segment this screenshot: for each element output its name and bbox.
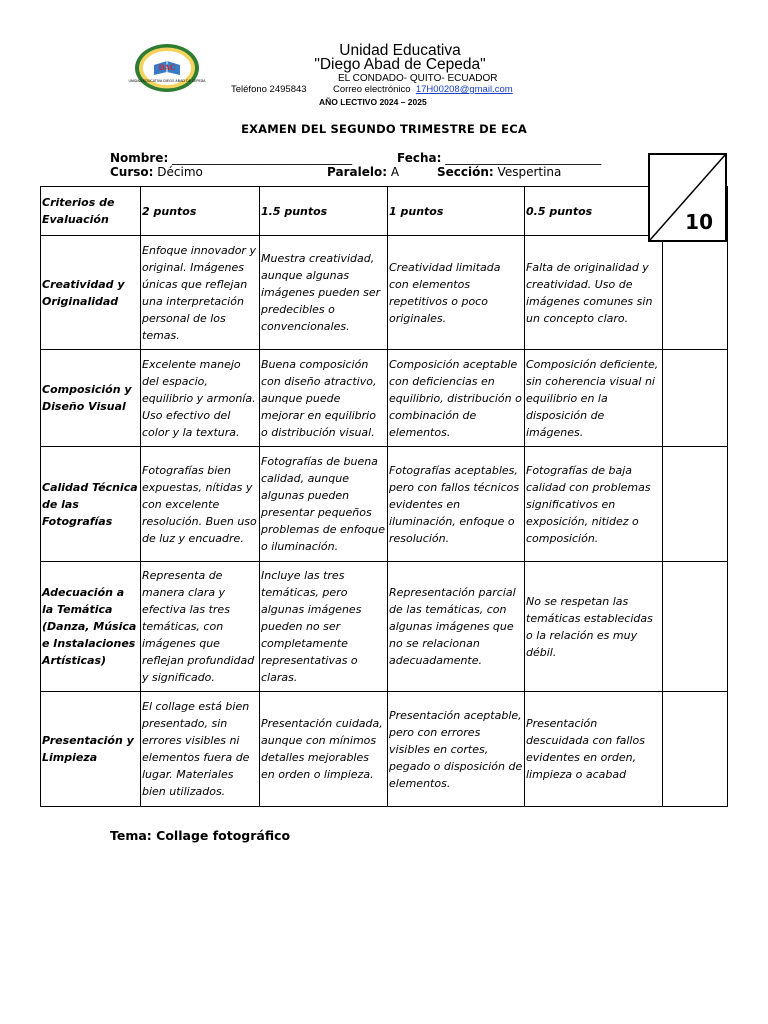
level-cell: Fotografías bien expuestas, nítidas y con excelente resolución. Buen uso de luz y encuadre. [141,447,260,562]
date-label: Fecha: [397,151,442,165]
criterion-cell: Calidad Técnica de las Fotografías [41,447,141,562]
name-label: Nombre: [110,151,169,165]
criterion-cell: Presentación y Limpieza [41,692,141,807]
level-cell: El collage está bien presentado, sin errores visibles ni elementos fuera de lugar. Materiales bien utilizados. [141,692,260,807]
svg-text:UNIDAD EDUCATIVA DIEGO ABAD DE: UNIDAD EDUCATIVA DIEGO ABAD DE CEPEDA [128,79,206,83]
course-value: Décimo [157,165,203,179]
topic-line [110,828,290,843]
table-header-row [41,187,728,236]
topic-label: Tema: [110,828,152,843]
score-cell[interactable] [663,692,728,807]
section-label: Sección: [437,165,494,179]
course-field [110,165,203,179]
email-link[interactable]: 17H00208@gmail.com [415,84,513,95]
total-score-box [648,153,727,242]
level-cell: Presentación cuidada, aunque con mínimos detalles mejorables en orden o limpieza. [260,692,388,807]
school-address: EL CONDADO- QUITO- ECUADOR [338,73,498,84]
table-row [41,350,728,447]
criterion-cell: Adecuación a la Temática (Danza, Música e Instalaciones Artísticas) [41,562,141,692]
table-row [41,692,728,807]
email-label: Correo electrónico [332,84,411,95]
level-cell: Representación parcial de las temáticas, con algunas imágenes que no se relacionan adecuadamente. [388,562,525,692]
table-row [41,236,728,350]
level-cell: Incluye las tres temáticas, pero algunas imágenes pueden no ser completamente representativas o claras. [260,562,388,692]
level-cell: Creatividad limitada con elementos repetitivos o poco originales. [388,236,525,350]
institution-name-line1: Unidad Educativa [339,42,461,59]
header-1-point: 1 puntos [388,187,525,236]
table-row [41,562,728,692]
svg-text:DAC: DAC [158,63,176,72]
school-year: AÑO LECTIVO 2024 – 2025 [319,97,427,107]
score-cell[interactable] [663,562,728,692]
exam-title: EXAMEN DEL SEGUNDO TRIMESTRE DE ECA [241,122,527,136]
parallel-label: Paralelo: [327,165,387,179]
level-cell: Composición deficiente, sin coherencia visual ni equilibrio en la disposición de imágenes. [525,350,663,447]
phone-text: Teléfono 2495843 [231,84,307,95]
name-field[interactable] [110,151,352,165]
level-cell: Excelente manejo del espacio, equilibrio y armonía. Uso efectivo del color y la textura. [141,350,260,447]
criterion-cell: Creatividad y Originalidad [41,236,141,350]
section-field [437,165,561,179]
date-blank: __________________________ [445,151,602,165]
school-logo [128,43,206,93]
parallel-field [327,165,399,179]
level-cell: Buena composición con diseño atractivo, aunque puede mejorar en equilibrio o distribución visual. [260,350,388,447]
institution-name-line2: "Diego Abad de Cepeda" [314,56,486,73]
contact-line [231,84,513,95]
level-cell: Falta de originalidad y creatividad. Uso de imágenes comunes sin un concepto claro. [525,236,663,350]
level-cell: Presentación aceptable, pero con errores visibles en cortes, pegado o disposición de elementos. [388,692,525,807]
topic-value: Collage fotográfico [156,828,291,843]
header-criteria: Criterios de Evaluación [41,187,141,236]
course-label: Curso: [110,165,154,179]
header-0-5-points: 0.5 puntos [525,187,663,236]
total-score-value: 10 [685,210,713,234]
level-cell: Fotografías de baja calidad con problemas significativos en exposición, nitidez o composición. [525,447,663,562]
table-row [41,447,728,562]
level-cell: Representa de manera clara y efectiva las tres temáticas, con imágenes que reflejan profundidad y significado. [141,562,260,692]
level-cell: Muestra creatividad, aunque algunas imágenes pueden ser predecibles o convencionales. [260,236,388,350]
level-cell: Fotografías de buena calidad, aunque algunas pueden presentar pequeños problemas de enfoque o iluminación. [260,447,388,562]
level-cell: Presentación descuidada con fallos evidentes en orden, limpieza o acabad [525,692,663,807]
score-cell[interactable] [663,447,728,562]
header-1-5-points: 1.5 puntos [260,187,388,236]
score-cell[interactable] [663,350,728,447]
rubric-table [40,186,728,807]
level-cell: Fotografías aceptables, pero con fallos técnicos evidentes en iluminación, enfoque o resolución. [388,447,525,562]
level-cell: Enfoque innovador y original. Imágenes únicas que reflejan una interpretación personal de los temas. [141,236,260,350]
date-field[interactable] [397,151,601,165]
criterion-cell: Composición y Diseño Visual [41,350,141,447]
section-value: Vespertina [497,165,562,179]
parallel-value: A [390,165,400,179]
level-cell: No se respetan las temáticas establecidas o la relación es muy débil. [525,562,663,692]
header-2-points: 2 puntos [141,187,260,236]
name-blank: ______________________________ [172,151,353,165]
level-cell: Composición aceptable con deficiencias en equilibrio, distribución o combinación de elementos. [388,350,525,447]
score-cell[interactable] [663,236,728,350]
